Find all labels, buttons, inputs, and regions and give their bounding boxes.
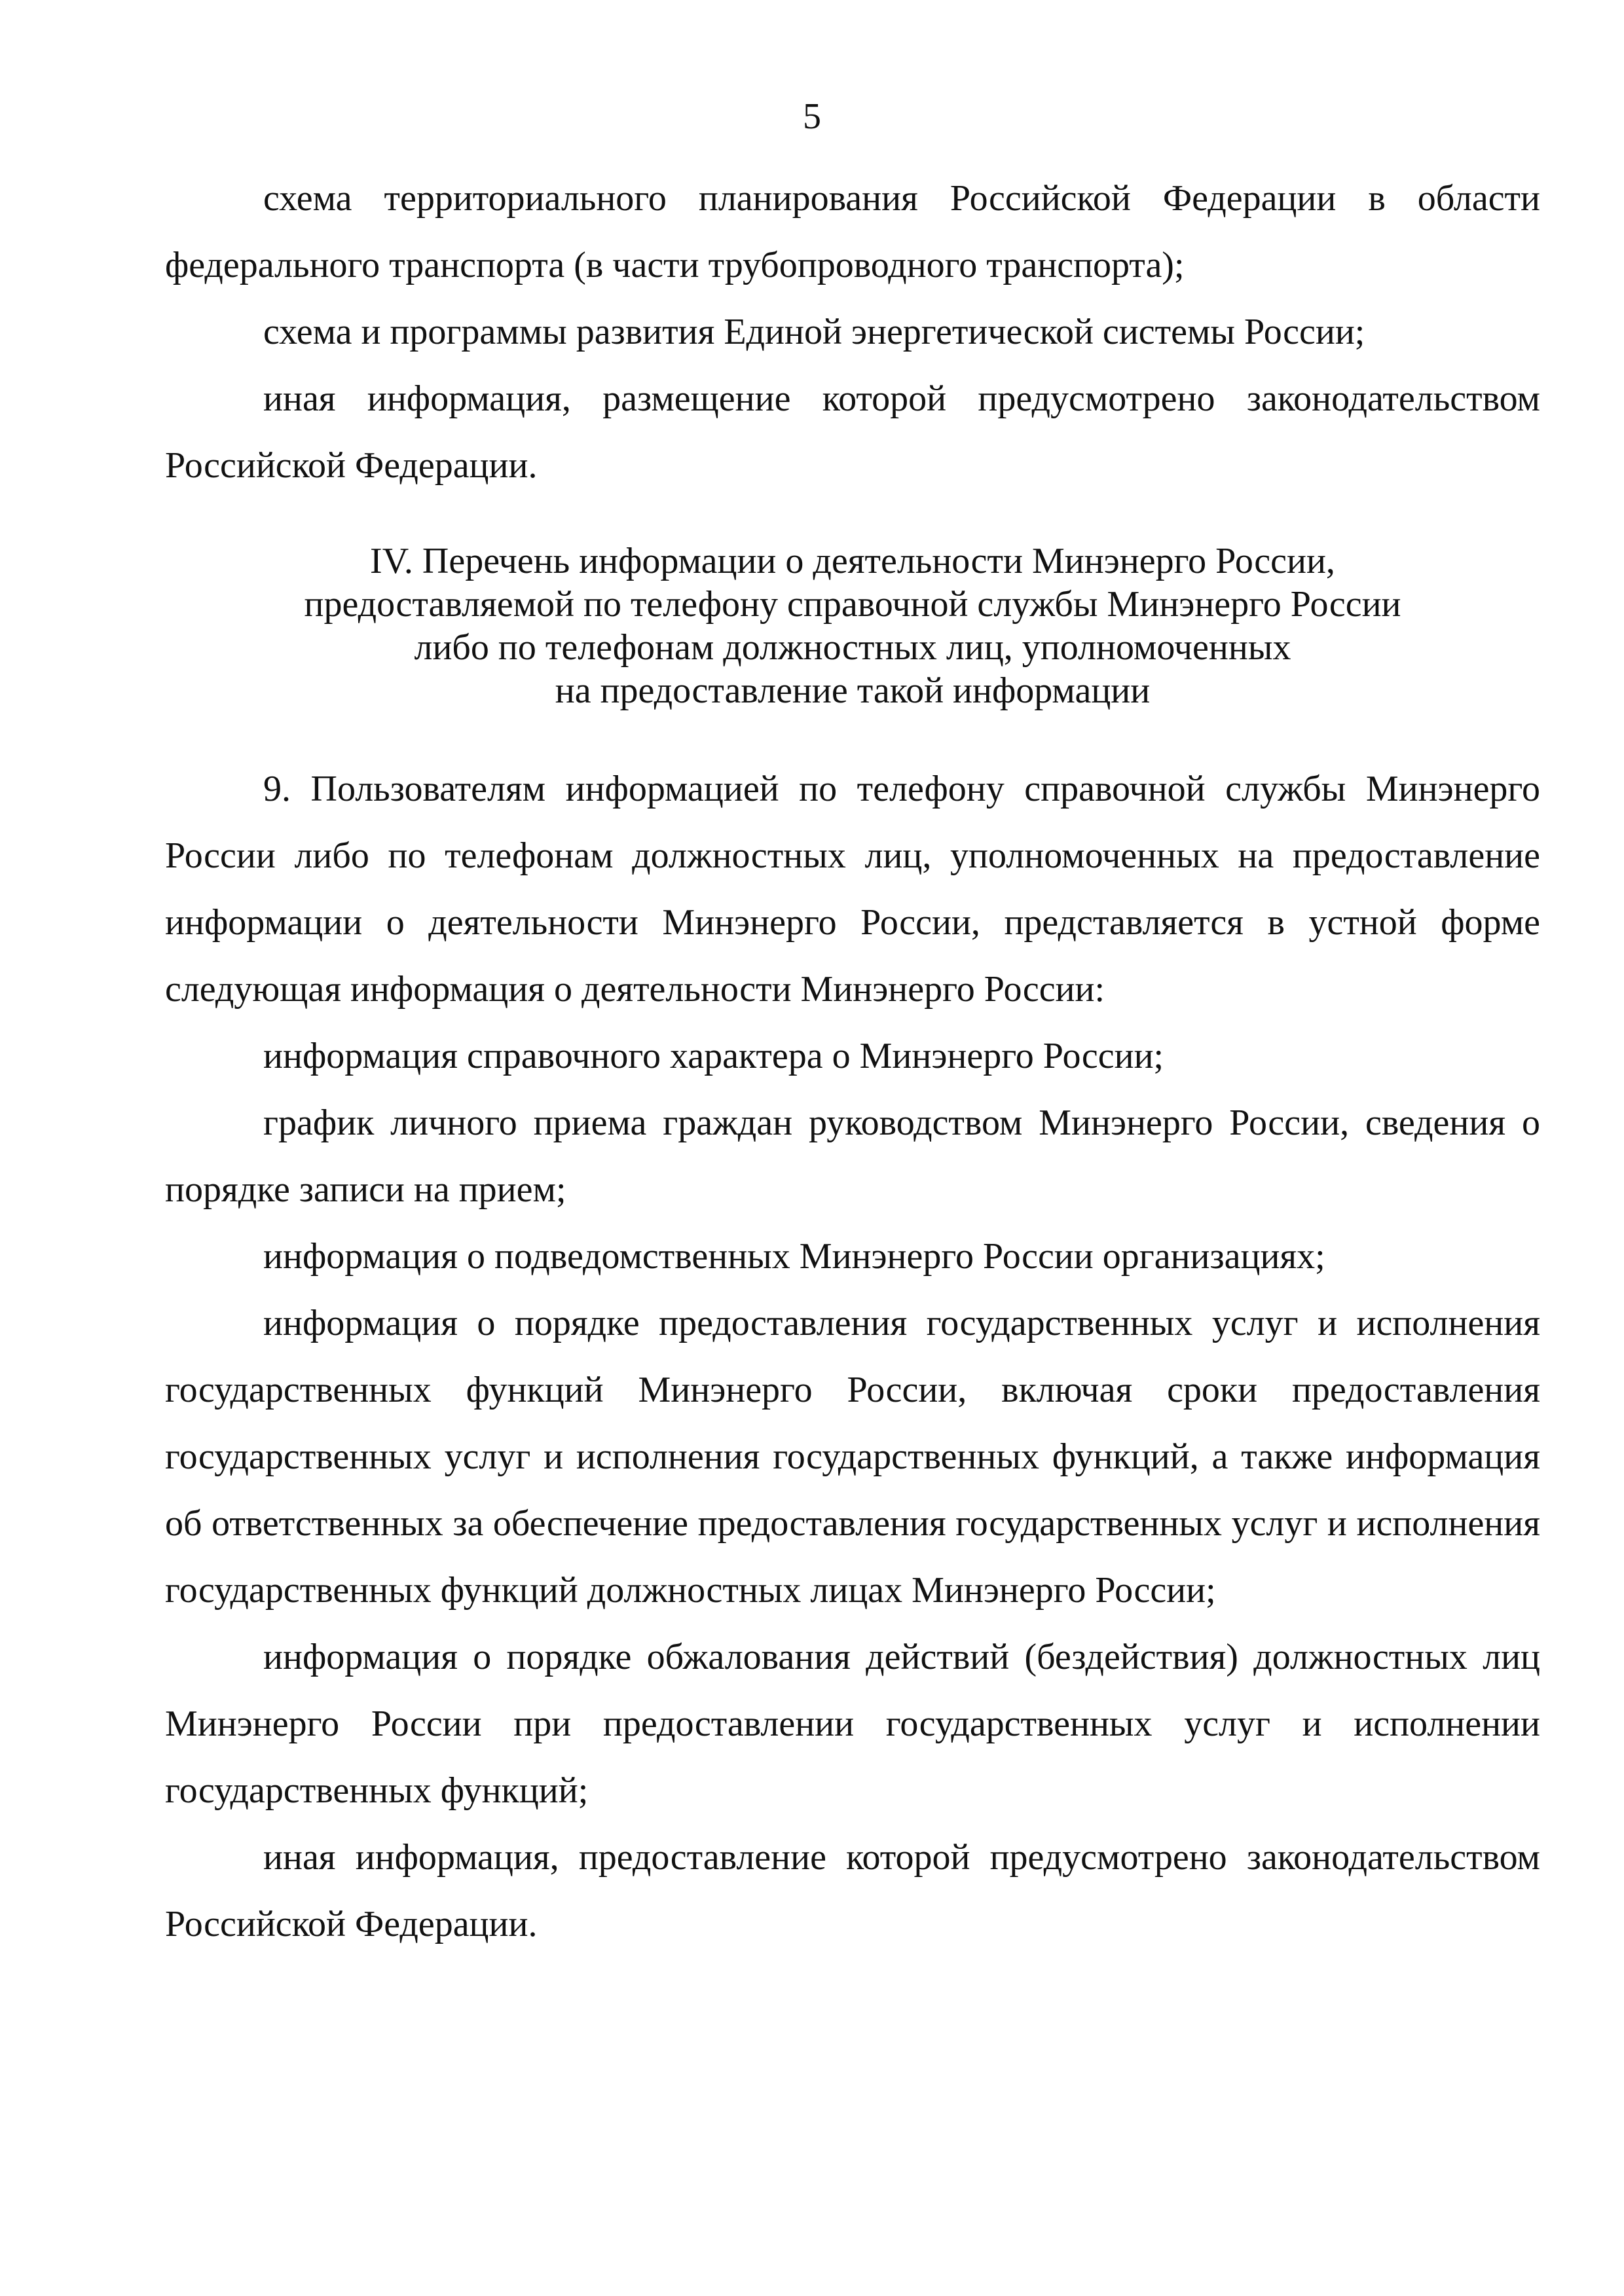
paragraph-appeal-procedure: информация о порядке обжалования действий (бездействия) должностных лиц Минэнерго России при предоставлении государственных услуг и исполнении государственных функций; [165,1637,1540,1811]
paragraph-reference-info: информация справочного характера о Минэнерго России; [263,1036,1164,1076]
paragraph-state-services: информация о порядке предоставления государственных услуг и исполнения государственных функций Минэнерго России, включая сроки предоставления государственных услуг и исполнения государственных функций, а также информация об ответственных за обеспечение предоставления государственных услуг и исполнения государственных функций должностных лицах Минэнерго России; [165,1303,1540,1611]
paragraph-reception-schedule: график личного приема граждан руководством Минэнерго России, сведения о порядке записи на прием; [165,1102,1540,1210]
section-heading-line: предоставляемой по телефону справочной службы Минэнерго России [304,584,1401,625]
paragraph-energy-system: схема и программы развития Единой энергетической системы России; [263,312,1365,352]
paragraph-territorial-planning: схема территориального планирования Российской Федерации в области федерального транспорта (в части трубопроводного транспорта); [165,178,1540,285]
section-heading-line: IV. Перечень информации о деятельности Минэнерго России, [370,541,1335,581]
paragraph-item-9: 9. Пользователям информацией по телефону справочной службы Минэнерго России либо по телефонам должностных лиц, уполномоченных на предоставление информации о деятельности Минэнерго России, представляется в устной форме следующая информация о деятельности Минэнерго России: [165,769,1540,1010]
paragraph-other-info-provision: иная информация, предоставление которой предусмотрено законодательством Российской Федерации. [165,1837,1540,1944]
section-heading [165,539,1540,712]
document-body [165,165,1540,1958]
paragraph-subordinate-organizations: информация о подведомственных Минэнерго России организациях; [263,1236,1325,1277]
section-heading-line: либо по телефонам должностных лиц, уполномоченных [414,627,1291,668]
page-number: 5 [803,96,821,137]
paragraph-other-info-placement: иная информация, размещение которой предусмотрено законодательством Российской Федерации. [165,378,1540,486]
section-heading-line: на предоставление такой информации [555,670,1151,711]
